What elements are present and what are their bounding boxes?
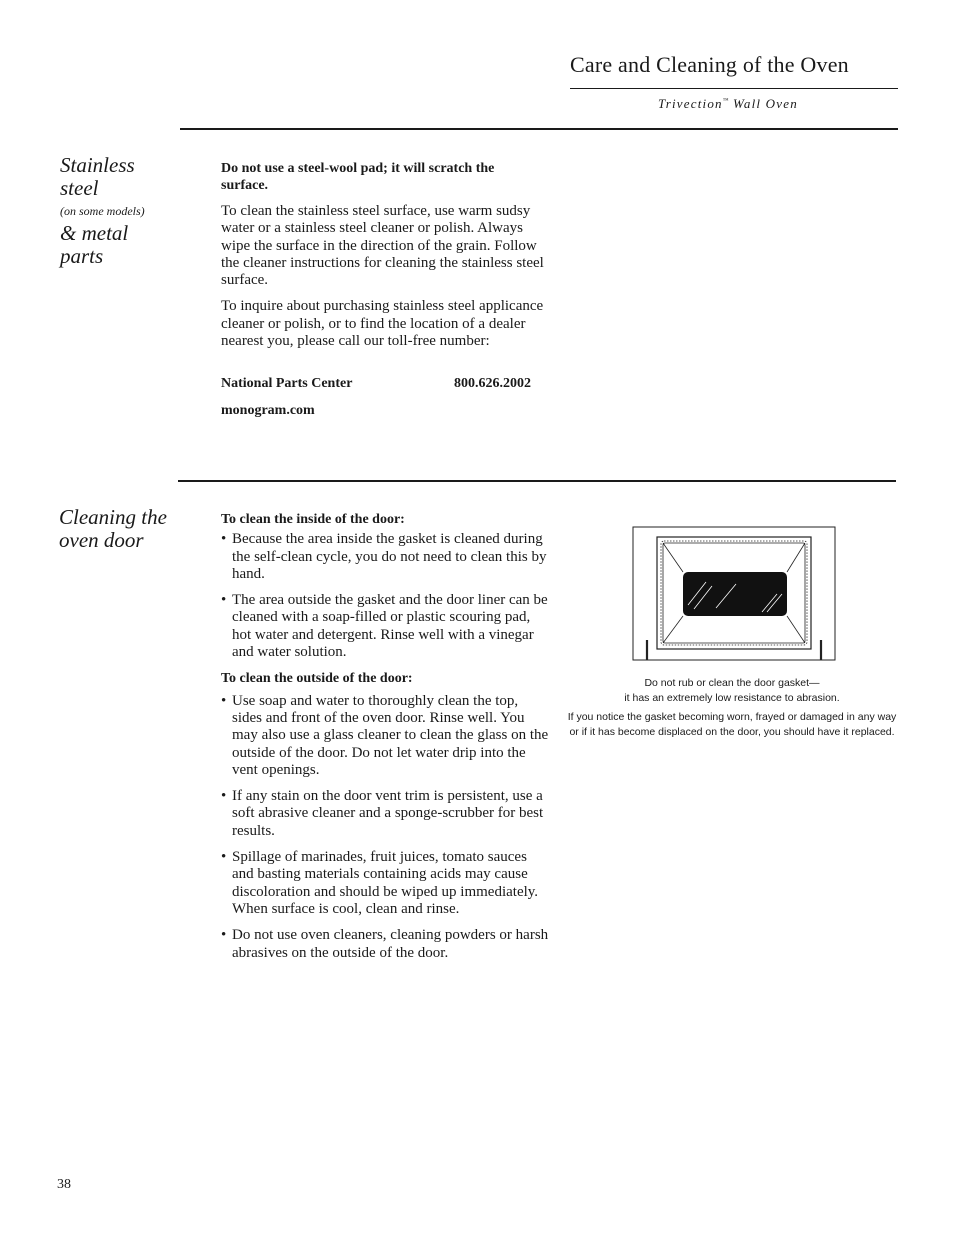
list-item: • Because the area inside the gasket is cleaned during the self-clean cycle, you do not need to clean this by hand.	[221, 531, 551, 583]
subtitle-rest: Wall Oven	[728, 96, 798, 111]
heading-line: Stainless	[60, 153, 135, 177]
list-item: • If any stain on the door vent trim is persistent, use a soft abrasive cleaner and a sponge-scrubber for best results.	[221, 788, 551, 840]
heading-note: (on some models)	[60, 204, 145, 218]
oven-door-body	[221, 511, 551, 962]
stainless-paragraph: To inquire about purchasing stainless steel applicance cleaner or polish, or to find the location of a dealer nearest you, please call our toll-free number:	[221, 298, 544, 350]
gasket-replacement-caption	[566, 710, 898, 740]
stainless-body-text	[221, 203, 551, 350]
caption-line: If you notice the gasket becoming worn, frayed or damaged in any way	[567, 711, 897, 723]
caption-line: it has an extremely low resistance to abrasion.	[624, 692, 840, 704]
oven-door-illustration	[632, 526, 836, 662]
caption-line: or if it has become displaced on the door, you should have it replaced.	[569, 726, 895, 738]
caption-line: Do not rub or clean the door gasket—	[644, 677, 820, 689]
page-subtitle	[658, 96, 798, 112]
list-item: • Spillage of marinades, fruit juices, tomato sauces and basting materials containing acids may cause discoloration and should be wiped up immediately. When surface is cool, clean and rinse.	[221, 849, 551, 918]
outside-door-title: To clean the outside of the door:	[221, 671, 413, 687]
website-link[interactable]: monogram.com	[221, 403, 315, 418]
trademark-mark: ™	[722, 98, 729, 104]
page-number: 38	[57, 1177, 71, 1192]
list-item: • Use soap and water to thoroughly clean the top, sides and front of the oven door. Rinse well. You may also use a glass cleaner to clean the glass on the outside of the door. Do not let water drip into the vent openings.	[221, 693, 551, 779]
contact-name: National Parts Center	[221, 376, 353, 391]
steel-wool-warning: Do not use a steel-wool pad; it will scratch the surface.	[221, 161, 495, 193]
inside-door-title: To clean the inside of the door:	[221, 512, 405, 527]
stainless-steel-body	[221, 160, 511, 194]
heading-line: oven door	[59, 528, 144, 552]
header-rule	[570, 88, 898, 89]
oven-door-heading	[59, 506, 189, 552]
heading-line: Cleaning the	[59, 505, 167, 529]
list-item: • Do not use oven cleaners, cleaning powders or harsh abrasives on the outside of the door.	[221, 927, 551, 962]
stainless-steel-heading	[60, 154, 180, 268]
heading-line: steel	[60, 176, 99, 200]
contact-phone: 800.626.2002	[454, 376, 531, 391]
section-divider-door	[178, 480, 896, 482]
list-item: • The area outside the gasket and the door liner can be cleaned with a soap-filled or plastic scouring pad, hot water and detergent. Rinse well with a vinegar and water solution.	[221, 592, 551, 661]
stainless-paragraph: To clean the stainless steel surface, use warm sudsy water or a stainless steel cleaner or polish. Always wipe the surface in the direction of the grain. Follow the cleaner instructions for cleaning the stainless steel surface.	[221, 203, 544, 289]
heading-line: parts	[60, 244, 104, 268]
gasket-caption	[572, 676, 892, 706]
subtitle-brand: Trivection	[658, 96, 723, 111]
page-title: Care and Cleaning of the Oven	[570, 52, 849, 77]
section-divider-stainless	[180, 128, 898, 130]
heading-line: & metal	[60, 221, 129, 245]
